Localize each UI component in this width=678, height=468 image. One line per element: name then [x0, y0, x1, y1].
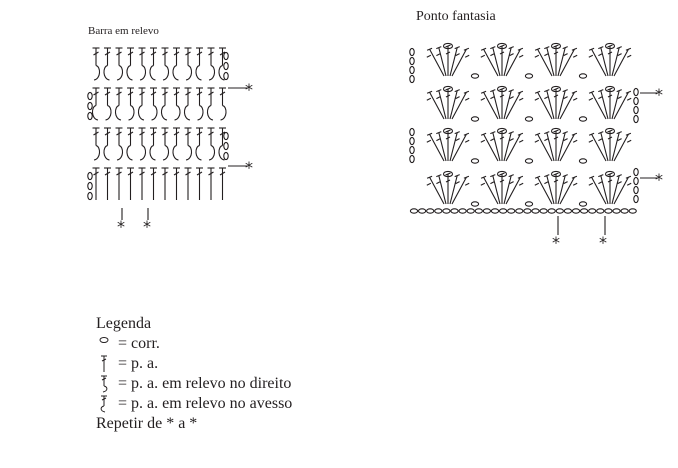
chain-stitch: [443, 209, 450, 213]
front-post-dc-symbol-icon: [96, 374, 118, 394]
fan-cluster: [535, 43, 577, 76]
dc-stitch: [150, 48, 157, 80]
chain-stitch: [427, 209, 434, 213]
dc-stitch: [196, 88, 203, 120]
chain-stitch: [88, 182, 92, 189]
legend-title: Legenda: [96, 315, 152, 332]
left-chart-title: Barra em relevo: [88, 25, 159, 37]
chain-stitch: [613, 209, 620, 213]
chain-stitch: [410, 128, 414, 135]
fan-cluster: [481, 171, 523, 204]
dc-stitch: [116, 48, 123, 80]
fan-cluster: [535, 171, 577, 204]
chain-stitch: [564, 209, 571, 213]
chain-stitch: [605, 209, 612, 213]
chain-stitch: [634, 88, 638, 95]
chain-stitch: [410, 48, 414, 55]
chain-stitch: [410, 66, 414, 73]
dc-stitch: [185, 128, 192, 160]
chain-stitch: [634, 195, 638, 202]
chain-stitch: [634, 115, 638, 122]
chain-stitch: [410, 75, 414, 82]
chain-stitch: [88, 102, 92, 109]
chain-stitch: [634, 97, 638, 104]
dc-stitch: [173, 88, 180, 120]
fan-cluster: [481, 128, 523, 161]
dc-stitch: [208, 128, 215, 160]
dc-stitch: [104, 88, 111, 120]
chain-stitch: [634, 186, 638, 193]
chain-stitch: [483, 209, 490, 213]
dc-stitch: [196, 128, 203, 160]
chain-stitch: [579, 117, 586, 121]
dc-stitch: [162, 168, 169, 200]
chain-stitch: [224, 152, 228, 159]
fan-cluster: [589, 86, 631, 119]
chain-stitch: [516, 209, 523, 213]
chain-stitch: [451, 209, 458, 213]
right-chart-body: [410, 43, 638, 213]
chain-stitch: [491, 209, 498, 213]
chain-stitch: [525, 159, 532, 163]
double-crochet-symbol-icon: [96, 354, 118, 374]
dc-stitch: [93, 168, 100, 200]
chain-stitch: [467, 209, 474, 213]
dc-stitch: [139, 128, 146, 160]
legend: [96, 314, 292, 434]
chain-stitch: [525, 202, 532, 206]
chain-stitch: [621, 209, 628, 213]
right-repeat-mark: *: [655, 85, 663, 104]
dc-stitch: [184, 88, 191, 120]
dc-stitch: [116, 128, 123, 160]
fan-cluster: [481, 86, 523, 119]
dc-stitch: [208, 48, 215, 80]
chain-stitch: [556, 209, 563, 213]
right-repeat-mark: *: [599, 233, 607, 252]
fan-cluster: [427, 171, 469, 204]
dc-stitch: [185, 168, 192, 200]
dc-stitch: [127, 128, 134, 160]
chain-stitch: [224, 72, 228, 79]
chain-stitch: [410, 209, 417, 213]
dc-stitch: [162, 48, 169, 80]
dc-stitch: [93, 48, 100, 80]
chain-stitch: [224, 62, 228, 69]
dc-stitch: [127, 48, 134, 80]
chain-stitch: [224, 52, 228, 59]
dc-stitch: [139, 48, 146, 80]
chain-stitch: [475, 209, 482, 213]
left-repeat-mark: *: [245, 80, 253, 99]
dc-stitch: [127, 168, 134, 200]
legend-item: [96, 394, 292, 414]
fan-cluster: [589, 43, 631, 76]
fan-cluster: [427, 43, 469, 76]
chain-stitch: [532, 209, 539, 213]
legend-item-text: = corr.: [118, 335, 160, 352]
dc-stitch: [104, 48, 111, 80]
fan-cluster: [535, 128, 577, 161]
dc-stitch: [115, 88, 122, 120]
dc-stitch: [219, 88, 226, 120]
chain-stitch: [540, 209, 547, 213]
legend-item: [96, 354, 292, 374]
chain-stitch: [88, 92, 92, 99]
chain-stitch: [88, 192, 92, 199]
chain-stitch: [508, 209, 515, 213]
chain-stitch: [471, 202, 478, 206]
chain-stitch: [224, 132, 228, 139]
chain-stitch: [579, 74, 586, 78]
dc-stitch: [219, 168, 226, 200]
chain-stitch: [471, 159, 478, 163]
dc-stitch: [139, 168, 146, 200]
chain-stitch: [471, 74, 478, 78]
chain-stitch: [579, 159, 586, 163]
dc-stitch: [196, 168, 203, 200]
chain-stitch: [597, 209, 604, 213]
chain-stitch: [435, 209, 442, 213]
chain-stitch: [572, 209, 579, 213]
right-repeat-mark: *: [655, 170, 663, 189]
dc-stitch: [173, 168, 180, 200]
chain-stitch: [410, 146, 414, 153]
chain-stitch: [88, 112, 92, 119]
chain-stitch: [579, 202, 586, 206]
chain-stitch: [471, 117, 478, 121]
chain-stitch: [410, 155, 414, 162]
fan-cluster: [481, 43, 523, 76]
chain-stitch: [410, 137, 414, 144]
chain-stitch: [634, 168, 638, 175]
dc-stitch: [173, 128, 180, 160]
dc-stitch: [185, 48, 192, 80]
right-crochet-chart: [400, 30, 670, 255]
dc-stitch: [104, 128, 111, 160]
dc-stitch: [104, 168, 111, 200]
chain-symbol-icon: [96, 334, 118, 354]
legend-footer: Repetir de * a *: [96, 415, 198, 432]
legend-item-text: = p. a. em relevo no avesso: [118, 395, 293, 412]
chain-stitch: [525, 117, 532, 121]
right-chart-title: Ponto fantasia: [416, 9, 496, 24]
chain-stitch: [525, 74, 532, 78]
legend-title-row: [96, 314, 292, 334]
legend-item: [96, 334, 292, 354]
dc-stitch: [196, 48, 203, 80]
back-post-dc-symbol-icon: [96, 394, 118, 414]
chain-stitch: [524, 209, 531, 213]
legend-footer-row: [96, 414, 292, 434]
left-chart-rows: [88, 48, 228, 200]
fan-cluster: [427, 128, 469, 161]
chain-stitch: [224, 142, 228, 149]
left-repeat-mark: *: [143, 217, 151, 236]
legend-item: [96, 374, 292, 394]
dc-stitch: [116, 168, 123, 200]
legend-item-text: = p. a.: [118, 355, 159, 372]
dc-stitch: [150, 128, 157, 160]
left-crochet-chart: [80, 40, 280, 240]
chain-stitch: [410, 57, 414, 64]
dc-stitch: [207, 88, 214, 120]
chain-stitch: [419, 209, 426, 213]
legend-item-text: = p. a. em relevo no direito: [118, 375, 292, 392]
chain-stitch: [581, 209, 588, 213]
left-repeat-mark: *: [117, 217, 125, 236]
dc-stitch: [138, 88, 145, 120]
chain-stitch: [589, 209, 596, 213]
chain-stitch: [500, 209, 507, 213]
right-repeat-mark: *: [552, 233, 560, 252]
dc-stitch: [161, 88, 168, 120]
dc-stitch: [208, 168, 215, 200]
fan-cluster: [589, 171, 631, 204]
dc-stitch: [173, 48, 180, 80]
fan-cluster: [589, 128, 631, 161]
fan-cluster: [427, 86, 469, 119]
dc-stitch: [150, 88, 157, 120]
chain-stitch: [88, 172, 92, 179]
chain-stitch: [634, 106, 638, 113]
dc-stitch: [92, 88, 99, 120]
chain-stitch: [548, 209, 555, 213]
chain-stitch: [634, 177, 638, 184]
fan-cluster: [535, 86, 577, 119]
dc-stitch: [162, 128, 169, 160]
chain-stitch: [459, 209, 466, 213]
dc-stitch: [93, 128, 100, 160]
dc-stitch: [127, 88, 134, 120]
dc-stitch: [150, 168, 157, 200]
chain-stitch: [629, 209, 636, 213]
left-repeat-mark: *: [245, 158, 253, 177]
